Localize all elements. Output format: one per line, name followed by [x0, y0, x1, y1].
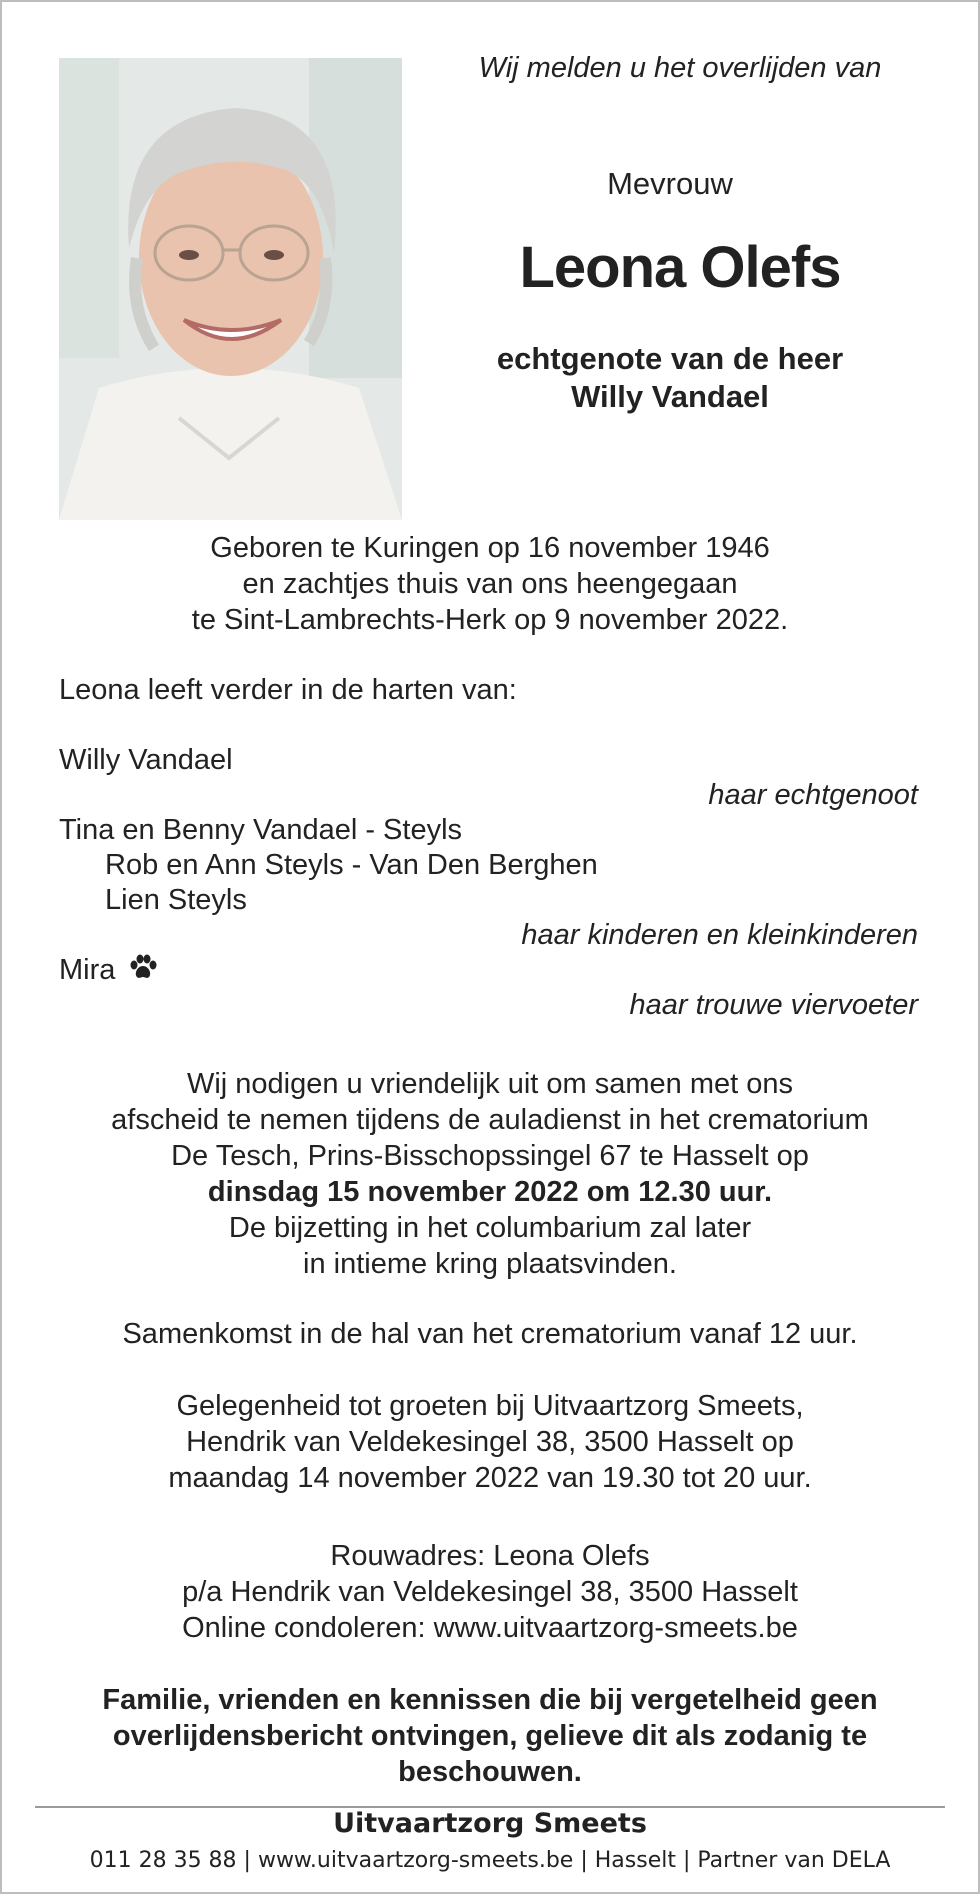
visitation-line-2: Hendrik van Veldekesingel 38, 3500 Hasselt op — [186, 1426, 794, 1458]
children-role: haar kinderen en kleinkinderen — [521, 919, 918, 951]
birth-line-1: Geboren te Kuringen op 16 november 1946 — [210, 532, 770, 564]
condolence-link[interactable]: Online condoleren: www.uitvaartzorg-smeets.be — [182, 1612, 798, 1644]
intro-text: Wij melden u het overlijden van — [478, 52, 882, 84]
notice-line-3: beschouwen. — [398, 1756, 582, 1788]
service-date: dinsdag 15 november 2022 om 12.30 uur. — [207, 1176, 773, 1208]
spouse-role: haar echtgenoot — [708, 779, 918, 811]
gathering-text: Samenkomst in de hal van het crematorium vanaf 12 uur. — [122, 1318, 858, 1350]
grandchild-1: Rob en Ann Steyls - Van Den Berghen — [105, 849, 598, 881]
spouse-block — [430, 340, 910, 416]
birth-line-2: en zachtjes thuis van ons heengegaan — [242, 568, 738, 600]
title-mevrouw: Mevrouw — [607, 166, 733, 201]
portrait-illustration — [59, 58, 402, 520]
birth-line-3: te Sint-Lambrechts-Herk op 9 november 2022. — [191, 604, 789, 636]
service-line-6: in intieme kring plaatsvinden. — [303, 1248, 677, 1280]
footer-company: Uitvaartzorg Smeets — [333, 1808, 647, 1839]
address-block — [40, 1538, 940, 1646]
address-line-2: p/a Hendrik van Veldekesingel 38, 3500 Hasselt — [182, 1576, 798, 1608]
footer-details: 011 28 35 88 | www.uitvaartzorg-smeets.be | Hasselt | Partner van DELA — [89, 1848, 891, 1873]
child-name: Tina en Benny Vandael - Steyls — [59, 814, 463, 846]
notice-block — [40, 1682, 940, 1790]
service-block — [40, 1066, 940, 1282]
portrait-photo — [59, 58, 402, 520]
birth-block — [40, 530, 940, 638]
spouse-name: Willy Vandael — [59, 744, 233, 776]
visitation-line-1: Gelegenheid tot groeten bij Uitvaartzorg Smeets, — [176, 1390, 804, 1422]
service-line-3: De Tesch, Prins-Bisschopssingel 67 te Hasselt op — [171, 1140, 809, 1172]
deceased-name: Leona Olefs — [519, 235, 841, 300]
address-line-1: Rouwadres: Leona Olefs — [330, 1540, 650, 1572]
spouse-line-1: echtgenote van de heer — [496, 341, 844, 376]
paw-icon — [129, 954, 157, 988]
pet-line — [59, 954, 157, 988]
visitation-line-3: maandag 14 november 2022 van 19.30 tot 20 uur. — [168, 1462, 812, 1494]
family-intro: Leona leeft verder in de harten van: — [59, 674, 517, 706]
pet-name: Mira — [59, 954, 116, 986]
visitation-block — [40, 1388, 940, 1496]
service-line-5: De bijzetting in het columbarium zal later — [228, 1212, 752, 1244]
notice-line-1: Familie, vrienden en kennissen die bij vergetelheid geen — [102, 1684, 878, 1716]
service-line-1: Wij nodigen u vriendelijk uit om samen met ons — [186, 1068, 794, 1100]
spouse-line-2: Willy Vandael — [571, 379, 769, 414]
pet-role: haar trouwe viervoeter — [629, 989, 918, 1021]
notice-line-2: overlijdensbericht ontvingen, gelieve dit als zodanig te — [112, 1720, 868, 1752]
service-line-2: afscheid te nemen tijdens de auladienst in het crematorium — [111, 1104, 869, 1136]
grandchild-2: Lien Steyls — [105, 884, 247, 916]
